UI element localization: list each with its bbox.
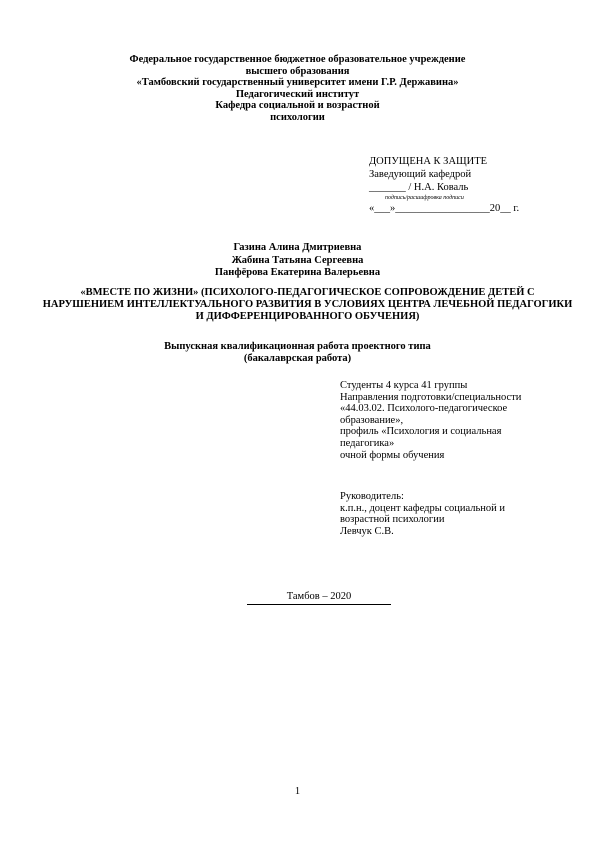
approval-heading: ДОПУЩЕНА К ЗАЩИТЕ bbox=[369, 156, 488, 167]
author-name: Панфёрова Екатерина Валерьевна bbox=[214, 267, 381, 278]
student-info-line: образование», bbox=[340, 414, 404, 426]
org-line: «Тамбовский государственный университет имени Г.Р. Державина» bbox=[136, 77, 459, 89]
approval-date-line: «___»__________________20__ г. bbox=[369, 203, 520, 214]
student-info-line: «44.03.02. Психолого-педагогическое bbox=[340, 403, 508, 415]
supervisor-line: к.п.н., доцент кафедры социальной и bbox=[340, 502, 506, 514]
org-line: Педагогический институт bbox=[235, 88, 360, 100]
author-name: Жабина Татьяна Сергеевна bbox=[231, 254, 364, 266]
org-line: высшего образования bbox=[245, 65, 350, 77]
student-info-line: Студенты 4 курса 41 группы bbox=[340, 380, 468, 391]
work-title: «ВМЕСТЕ ПО ЖИЗНИ» (ПСИХОЛОГО-ПЕДАГОГИЧЕСКОЕ СОПРОВОЖДЕНИЕ ДЕТЕЙ С НАРУШЕНИЕМ ИНТЕЛЛЕКТУАЛЬНОГО РАЗВИТИЯ В УСЛОВИЯХ ЦЕНТРА ЛЕЧЕБНОЙ ПЕДАГОГИКИ И ДИФФЕРЕНЦИРОВАННОГО ОБУЧЕНИЯ) bbox=[42, 287, 573, 322]
supervisor-line: возрастной психологии bbox=[340, 514, 445, 526]
work-type-line: Выпускная квалификационная работа проектного типа bbox=[164, 341, 431, 352]
work-type-line: (бакалаврская работа) bbox=[243, 352, 352, 364]
org-line: Федеральное государственное бюджетное образовательное учреждение bbox=[129, 54, 466, 65]
page-number: 1 bbox=[294, 786, 301, 797]
supervisor-line: Левчук С.В. bbox=[340, 525, 394, 537]
work-type bbox=[0, 341, 595, 364]
student-info-line: Направления подготовки/специальности bbox=[340, 391, 522, 403]
authors-block bbox=[0, 242, 595, 280]
author-name: Газина Алина Дмитриевна bbox=[233, 242, 362, 253]
approval-signature-caption: подпись/расшифровка подписи bbox=[385, 195, 464, 201]
student-info-line: профиль «Психология и социальная bbox=[340, 426, 502, 438]
student-info-block bbox=[340, 380, 521, 461]
approval-signature-line: _______ / Н.А. Коваль bbox=[369, 182, 469, 193]
supervisor-line: Руководитель: bbox=[340, 491, 404, 502]
student-info-line: педагогика» bbox=[340, 437, 395, 449]
approval-block bbox=[369, 155, 519, 215]
org-line: психологии bbox=[270, 111, 325, 123]
organization-header bbox=[0, 54, 595, 124]
supervisor-block bbox=[340, 491, 505, 537]
approval-role: Заведующий кафедрой bbox=[369, 169, 472, 180]
city-year: Тамбов – 2020 bbox=[247, 591, 391, 605]
student-info-line: очной формы обучения bbox=[340, 449, 445, 461]
org-line: Кафедра социальной и возрастной bbox=[215, 100, 380, 112]
